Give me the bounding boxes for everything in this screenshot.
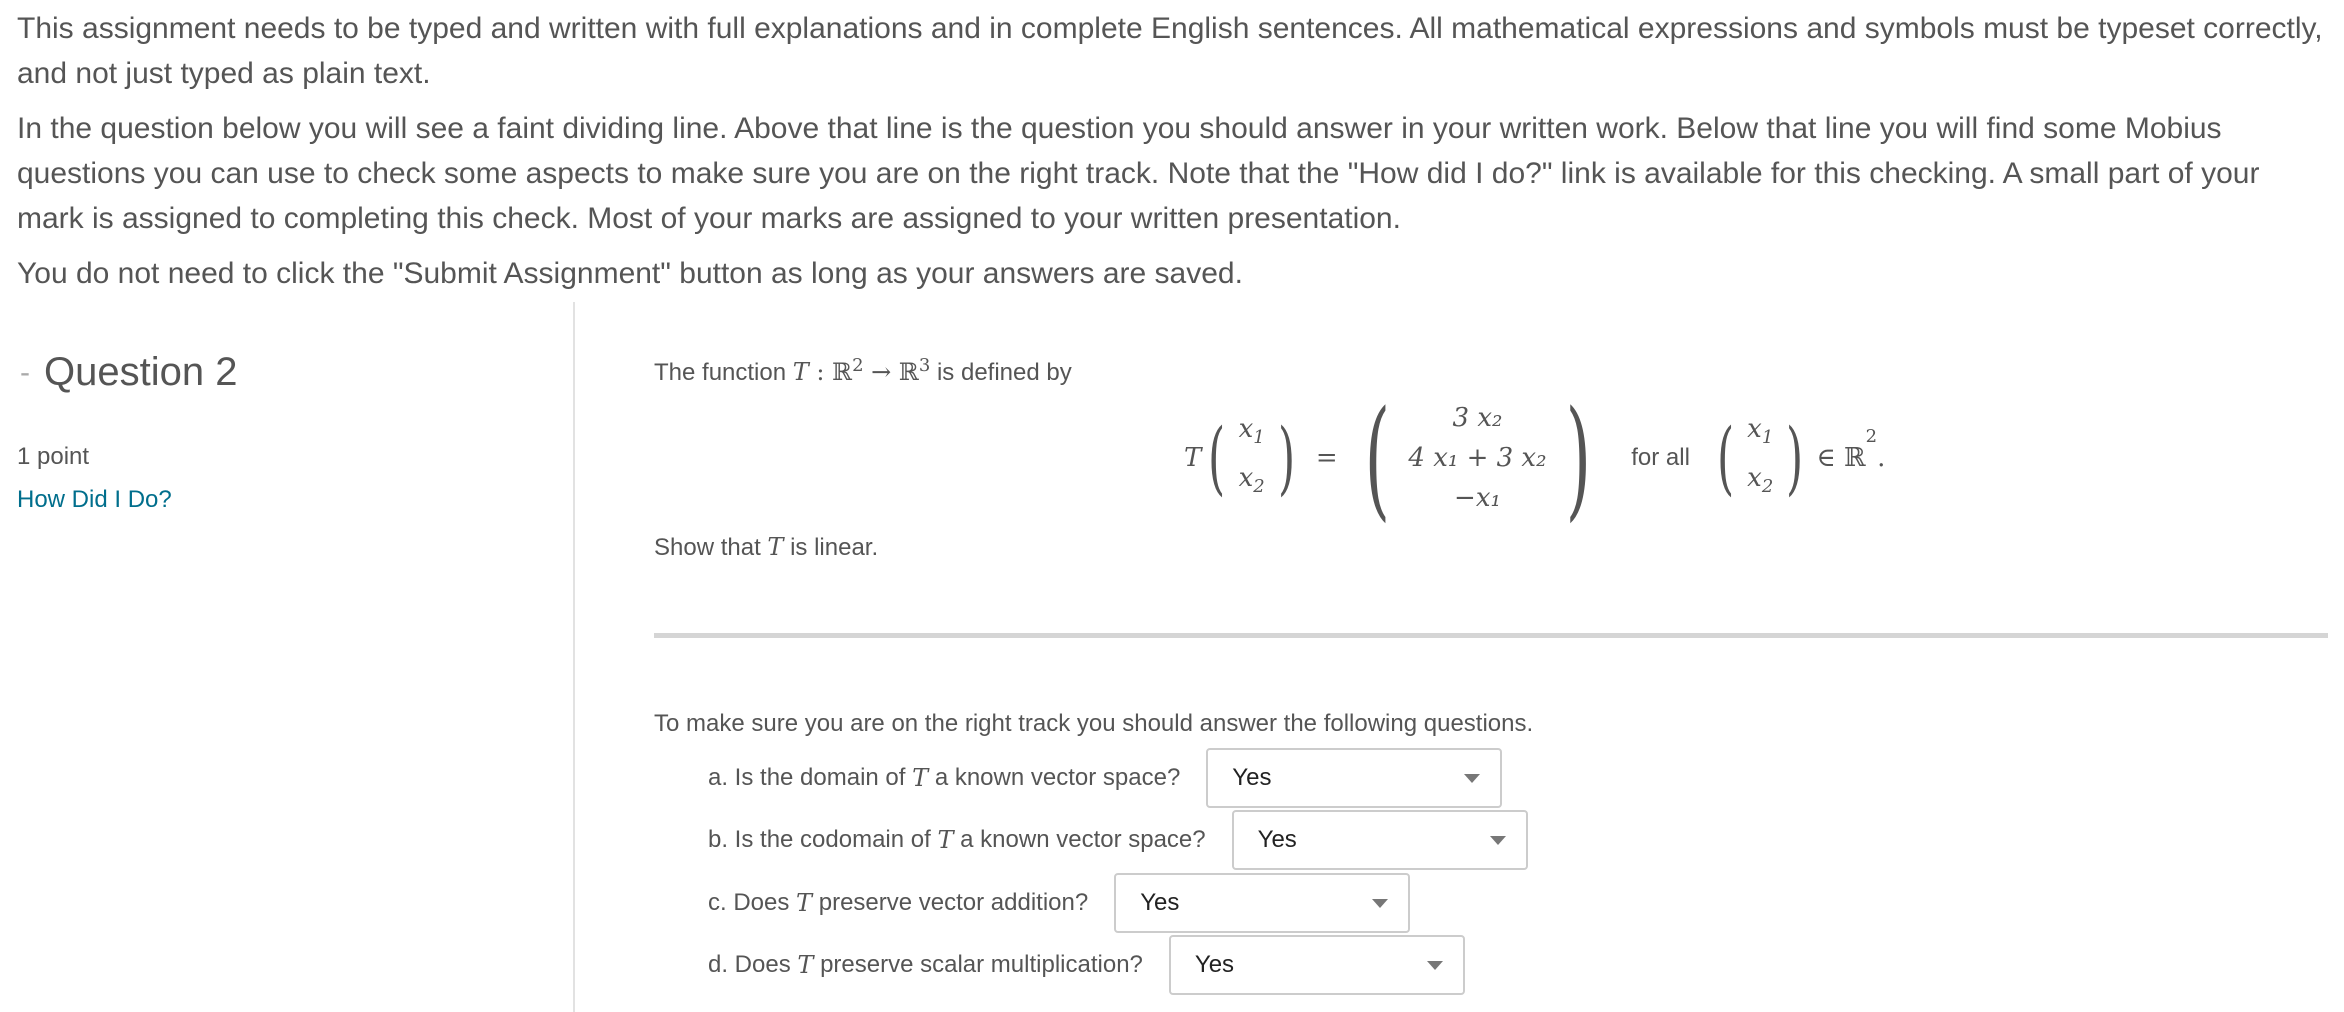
rhs-row-2: 4 x₁ + 3 x₂ xyxy=(1408,443,1547,473)
check-c-pre: c. Does xyxy=(708,889,790,916)
right-paren: ) xyxy=(1277,411,1295,504)
domain-vector xyxy=(1710,409,1811,507)
check-c-func: T xyxy=(796,889,813,917)
show-prefix: Show that xyxy=(654,534,768,561)
lhs-entry-1 xyxy=(1239,409,1265,458)
domain-vector-entries xyxy=(1741,409,1779,507)
statement-suffix: is defined by xyxy=(930,359,1072,386)
eq-equals: = xyxy=(1315,443,1338,473)
check-question-a xyxy=(708,748,1502,808)
instructions-paragraph-2: In the question below you will see a faint dividing line. Above that line is the question you should answer in your written work. Below that line you will find some Mobius questions you can use to check some aspects to make sure you are on the right track. Note that the "How did I do?" link is available for this checking. A small part of your mark is assigned to completing this check. Most of your marks are assigned to your written presentation. xyxy=(17,112,2260,235)
chevron-down-icon xyxy=(1427,961,1443,970)
answer-select-b-value: Yes xyxy=(1257,826,1297,853)
eq-period: . xyxy=(1877,443,1886,473)
definition-equation xyxy=(1184,382,1886,534)
rhs-vector xyxy=(1352,382,1604,534)
statement-colon: : xyxy=(808,358,833,386)
member-of-R2: ∈ ℝ xyxy=(1816,443,1866,473)
statement-arrow: → xyxy=(863,358,899,386)
check-a-post: a known vector space? xyxy=(934,764,1181,791)
lhs-x1-sub: 1 xyxy=(1253,427,1265,448)
dom-x1-sub: 1 xyxy=(1761,427,1774,448)
check-a-pre: a. Is the domain of xyxy=(708,764,906,791)
rhs-row-1: 3 x₂ xyxy=(1452,403,1503,433)
show-suffix: is linear. xyxy=(783,534,879,561)
statement-func: T xyxy=(792,358,809,386)
statement-prefix: The function xyxy=(654,359,793,386)
assignment-instructions xyxy=(17,6,2327,306)
answer-select-d-value: Yes xyxy=(1194,951,1235,978)
statement-domain-exp: 2 xyxy=(852,355,864,376)
check-question-d xyxy=(708,935,1465,995)
lhs-x1-var: x xyxy=(1238,413,1254,444)
function-statement xyxy=(654,355,1072,387)
right-big-paren: ) xyxy=(1565,382,1591,534)
check-question-c xyxy=(708,873,1410,933)
question-divider-line xyxy=(654,633,2328,638)
instructions-paragraph-1: This assignment needs to be typed and written with full explanations and in complete English sentences. All mathematical expressions and symbols must be typeset correctly, and not just typed as plain text. xyxy=(17,12,2323,90)
member-exp: 2 xyxy=(1865,426,1878,447)
question-header xyxy=(20,350,237,395)
question-points: 1 point xyxy=(17,443,90,470)
collapse-toggle[interactable]: - xyxy=(20,355,30,389)
statement-codomain: ℝ xyxy=(898,358,919,386)
check-intro-text: To make sure you are on the right track you should answer the following questions. xyxy=(654,710,1534,737)
left-paren-2: ( xyxy=(1716,411,1735,504)
dom-x2-var: x xyxy=(1747,463,1762,493)
answer-select-d[interactable] xyxy=(1169,935,1465,995)
answer-select-c[interactable] xyxy=(1114,873,1410,933)
check-d-post: preserve scalar multiplication? xyxy=(820,951,1143,978)
dom-x1-var: x xyxy=(1747,413,1762,444)
answer-select-a-value: Yes xyxy=(1232,764,1272,791)
column-divider xyxy=(573,302,575,1012)
check-question-b xyxy=(708,810,1528,870)
lhs-x2-var: x xyxy=(1238,463,1254,493)
answer-select-a[interactable] xyxy=(1206,748,1502,808)
rhs-vector-entries xyxy=(1402,398,1552,518)
dom-x2-sub: 2 xyxy=(1761,476,1774,498)
chevron-down-icon xyxy=(1490,836,1506,845)
for-all-text: for all xyxy=(1631,444,1690,471)
check-d-func: T xyxy=(797,951,814,979)
check-c-post: preserve vector addition? xyxy=(818,889,1089,916)
question-title: Question 2 xyxy=(44,350,238,394)
check-a-func: T xyxy=(912,764,929,792)
statement-domain: ℝ xyxy=(832,358,853,386)
dom-entry-1 xyxy=(1747,409,1773,458)
show-linear-statement xyxy=(654,533,878,562)
statement-codomain-exp: 3 xyxy=(918,355,931,376)
check-b-pre: b. Is the codomain of xyxy=(708,826,931,853)
chevron-down-icon xyxy=(1464,774,1480,783)
lhs-entry-2 xyxy=(1239,458,1265,507)
lhs-vector xyxy=(1201,409,1302,507)
check-b-func: T xyxy=(937,826,954,854)
check-b-post: a known vector space? xyxy=(960,826,1206,853)
lhs-vector-entries xyxy=(1233,409,1271,507)
eq-lhs-func: T xyxy=(1184,443,1202,473)
left-paren: ( xyxy=(1208,411,1226,504)
check-d-pre: d. Does xyxy=(708,951,791,978)
answer-select-b[interactable] xyxy=(1232,810,1528,870)
instructions-paragraph-3: You do not need to click the "Submit Assignment" button as long as your answers are saved. xyxy=(17,257,1243,290)
show-func: T xyxy=(767,533,784,561)
left-big-paren: ( xyxy=(1364,382,1390,534)
answer-select-c-value: Yes xyxy=(1140,889,1180,916)
right-paren-2: ) xyxy=(1786,411,1804,504)
lhs-x2-sub: 2 xyxy=(1253,476,1265,498)
dom-entry-2 xyxy=(1747,458,1773,507)
how-did-i-do-link[interactable]: How Did I Do? xyxy=(17,486,172,513)
rhs-row-3: −x₁ xyxy=(1454,483,1501,513)
chevron-down-icon xyxy=(1372,899,1388,908)
